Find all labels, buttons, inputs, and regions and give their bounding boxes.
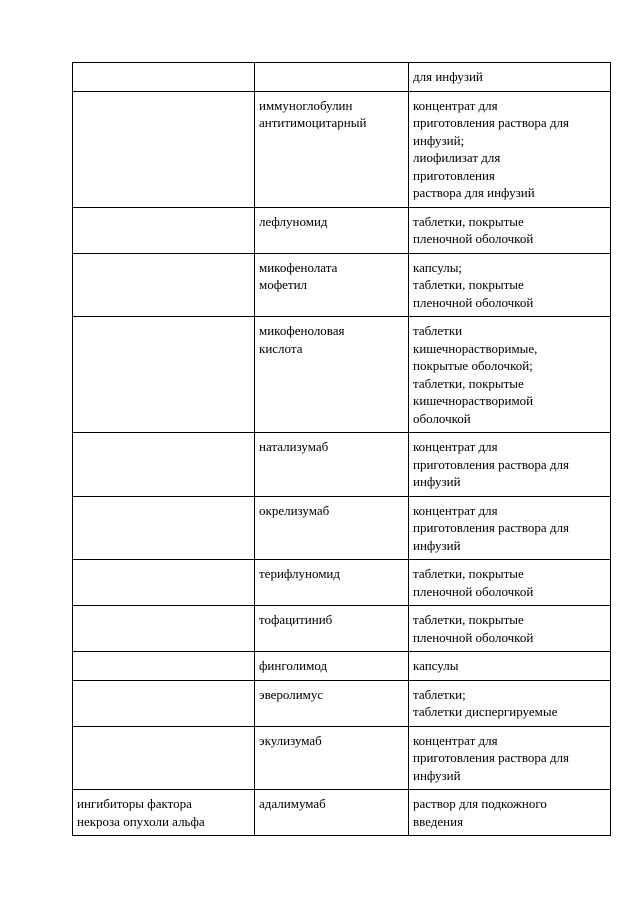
group-cell-line: некроза опухоли альфа — [77, 813, 205, 829]
dosage-form-cell-line: раствор для подкожного — [413, 796, 547, 811]
table-row — [73, 790, 611, 836]
group-cell — [73, 726, 255, 790]
drug-name-cell-line: натализумаб — [259, 439, 329, 454]
dosage-form-cell-line: пленочной оболочкой — [413, 629, 534, 645]
dosage-form-cell-line: инфузий — [413, 537, 461, 553]
dosage-form-cell-line: пленочной оболочкой — [413, 294, 534, 310]
drug-name-cell — [255, 652, 409, 681]
dosage-form-cell-line: приготовления раствора для — [413, 456, 569, 472]
table-row — [73, 560, 611, 606]
drug-name-cell — [255, 433, 409, 497]
drug-name-cell — [255, 726, 409, 790]
drug-name-cell — [255, 253, 409, 317]
dosage-form-cell-line: раствора для инфузий — [413, 185, 535, 200]
dosage-form-cell-line: таблетки, покрытые — [413, 566, 524, 581]
dosage-form-cell-line: таблетки диспергируемые — [413, 704, 558, 719]
drug-name-cell-line: терифлуномид — [259, 566, 341, 581]
drug-name-cell — [255, 560, 409, 606]
drug-name-cell-line: тофацитиниб — [259, 612, 333, 627]
drug-name-cell-line: антитимоцитарный — [259, 115, 367, 130]
drug-name-cell-line: окрелизумаб — [259, 502, 330, 518]
dosage-form-cell — [409, 63, 611, 92]
dosage-form-cell-line: таблетки; — [413, 686, 466, 702]
dosage-form-cell-line: таблетки, покрытые — [413, 277, 524, 292]
table-row — [73, 606, 611, 652]
drug-name-cell-line: эверолимус — [259, 686, 324, 702]
group-cell — [73, 606, 255, 652]
group-cell — [73, 496, 255, 560]
table-row — [73, 680, 611, 726]
dosage-form-cell — [409, 253, 611, 317]
dosage-form-cell-line: инфузий — [413, 767, 461, 783]
dosage-form-cell-line: концентрат для — [413, 502, 498, 518]
dosage-form-cell — [409, 680, 611, 726]
table-row — [73, 433, 611, 497]
dosage-form-cell-line: таблетки, покрытые — [413, 213, 524, 229]
dosage-form-cell — [409, 496, 611, 560]
drug-name-cell-line: мофетил — [259, 277, 308, 292]
drug-table — [72, 62, 611, 836]
dosage-form-cell-line: концентрат для — [413, 732, 498, 748]
dosage-form-cell-line: приготовления раствора для — [413, 750, 569, 765]
drug-name-cell — [255, 63, 409, 92]
group-cell — [73, 680, 255, 726]
group-cell — [73, 652, 255, 681]
dosage-form-cell-line: концентрат для — [413, 439, 498, 454]
drug-name-cell-line: лефлуномид — [259, 213, 328, 229]
table-row — [73, 63, 611, 92]
drug-name-cell-line: экулизумаб — [259, 732, 322, 748]
dosage-form-cell — [409, 652, 611, 681]
dosage-form-cell-line: кишечнорастворимые, — [413, 340, 538, 356]
dosage-form-cell-line: покрытые оболочкой; — [413, 358, 533, 373]
dosage-form-cell — [409, 560, 611, 606]
drug-name-cell — [255, 317, 409, 433]
dosage-form-cell — [409, 317, 611, 433]
dosage-form-cell-line: таблетки — [413, 323, 463, 338]
dosage-form-cell — [409, 91, 611, 207]
table-row — [73, 91, 611, 207]
dosage-form-cell-line: приготовления раствора для — [413, 520, 569, 535]
dosage-form-cell-line: концентрат для — [413, 97, 498, 113]
drug-name-cell — [255, 680, 409, 726]
drug-name-cell — [255, 790, 409, 836]
group-cell-line: ингибиторы фактора — [77, 796, 192, 811]
dosage-form-cell-line: приготовления — [413, 167, 495, 183]
dosage-form-cell-line: пленочной оболочкой — [413, 231, 534, 246]
group-cell — [73, 253, 255, 317]
table-body — [73, 63, 611, 836]
group-cell — [73, 207, 255, 253]
dosage-form-cell-line: оболочкой — [413, 410, 471, 426]
dosage-form-cell — [409, 790, 611, 836]
drug-name-cell — [255, 606, 409, 652]
table-row — [73, 253, 611, 317]
drug-name-cell-line: микофеноловая — [259, 323, 345, 338]
dosage-form-cell — [409, 726, 611, 790]
drug-name-cell-line: адалимумаб — [259, 796, 326, 811]
group-cell — [73, 560, 255, 606]
drug-name-cell — [255, 207, 409, 253]
drug-name-cell-line: финголимод — [259, 658, 328, 673]
table-row — [73, 652, 611, 681]
group-cell — [73, 91, 255, 207]
dosage-form-cell-line: введения — [413, 813, 464, 829]
drug-name-cell-line: микофенолата — [259, 259, 338, 275]
dosage-form-cell-line: капсулы; — [413, 259, 463, 275]
table-row — [73, 496, 611, 560]
group-cell — [73, 790, 255, 836]
table-row — [73, 207, 611, 253]
drug-name-cell-line: кислота — [259, 340, 303, 356]
dosage-form-cell-line: лиофилизат для — [413, 150, 501, 165]
table-row — [73, 317, 611, 433]
dosage-form-cell-line: приготовления раствора для — [413, 115, 569, 130]
group-cell — [73, 317, 255, 433]
drug-name-cell — [255, 91, 409, 207]
dosage-form-cell-line: инфузий; — [413, 132, 465, 148]
dosage-form-cell-line: таблетки, покрытые — [413, 375, 524, 391]
dosage-form-cell-line: для инфузий — [413, 69, 483, 84]
group-cell — [73, 63, 255, 92]
drug-name-cell-line: иммуноглобулин — [259, 97, 353, 113]
dosage-form-cell-line: капсулы — [413, 658, 459, 673]
dosage-form-cell-line: пленочной оболочкой — [413, 583, 534, 599]
drug-name-cell — [255, 496, 409, 560]
dosage-form-cell-line: таблетки, покрытые — [413, 612, 524, 627]
dosage-form-cell-line: кишечнорастворимой — [413, 393, 534, 408]
dosage-form-cell — [409, 207, 611, 253]
dosage-form-cell-line: инфузий — [413, 474, 461, 489]
group-cell — [73, 433, 255, 497]
dosage-form-cell — [409, 433, 611, 497]
dosage-form-cell — [409, 606, 611, 652]
table-row — [73, 726, 611, 790]
